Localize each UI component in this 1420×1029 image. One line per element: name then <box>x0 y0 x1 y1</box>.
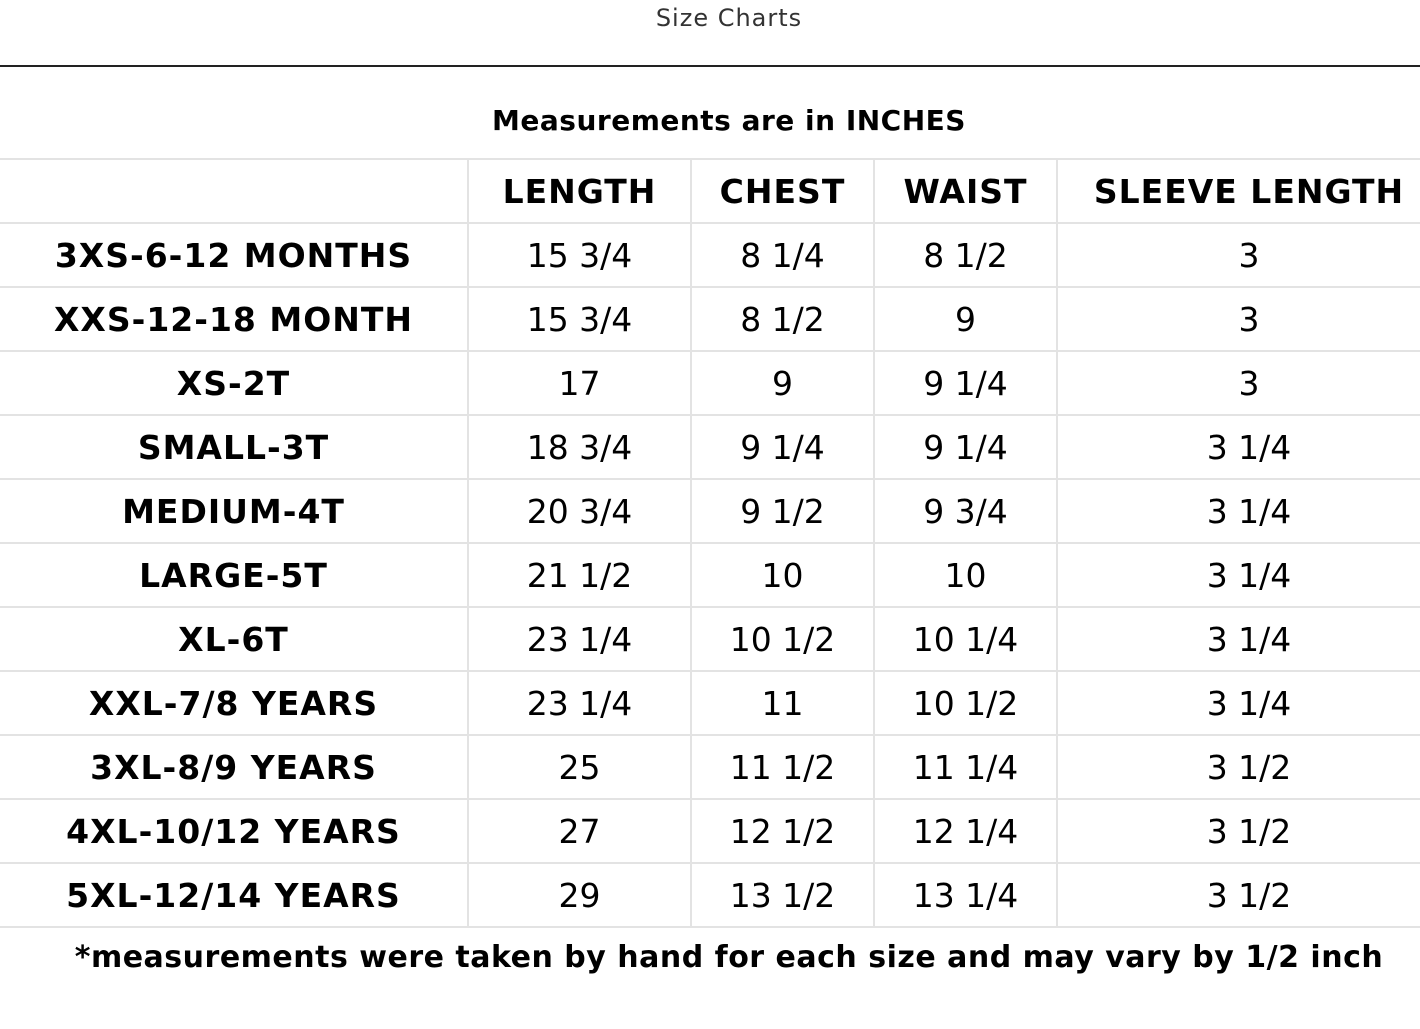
waist-cell: 9 1/4 <box>874 415 1057 479</box>
waist-cell: 11 1/4 <box>874 735 1057 799</box>
size-name-cell: LARGE-5T <box>0 543 468 607</box>
measurement-units-heading: Measurements are in INCHES <box>492 104 966 137</box>
size-name-cell: MEDIUM-4T <box>0 479 468 543</box>
length-cell: 15 3/4 <box>468 287 691 351</box>
waist-cell: 12 1/4 <box>874 799 1057 863</box>
chest-cell: 9 <box>691 351 874 415</box>
waist-cell: 9 3/4 <box>874 479 1057 543</box>
length-cell: 20 3/4 <box>468 479 691 543</box>
size-name-cell: XS-2T <box>0 351 468 415</box>
title-divider <box>0 65 1420 67</box>
waist-cell: 10 1/4 <box>874 607 1057 671</box>
table-row <box>0 415 1420 479</box>
size-chart-table <box>0 158 1420 928</box>
size-name-cell: XL-6T <box>0 607 468 671</box>
sleeve-length-cell: 3 1/4 <box>1057 607 1420 671</box>
length-cell: 18 3/4 <box>468 415 691 479</box>
dialog-title: Size Charts <box>655 4 803 32</box>
table-row <box>0 479 1420 543</box>
sleeve-length-cell: 3 1/2 <box>1057 799 1420 863</box>
sleeve-length-cell: 3 <box>1057 351 1420 415</box>
chest-cell: 13 1/2 <box>691 863 874 927</box>
table-header-row <box>0 159 1420 223</box>
measurement-footnote: *measurements were taken by hand for each size and may vary by 1/2 inch <box>74 940 1384 975</box>
size-name-cell: SMALL-3T <box>0 415 468 479</box>
waist-cell: 9 1/4 <box>874 351 1057 415</box>
waist-cell: 10 <box>874 543 1057 607</box>
sleeve-length-cell: 3 1/2 <box>1057 735 1420 799</box>
table-row <box>0 671 1420 735</box>
chest-cell: 9 1/2 <box>691 479 874 543</box>
chest-cell: 8 1/2 <box>691 287 874 351</box>
waist-cell: 9 <box>874 287 1057 351</box>
size-name-cell: 5XL-12/14 YEARS <box>0 863 468 927</box>
table-row <box>0 863 1420 927</box>
size-name-cell: 3XL-8/9 YEARS <box>0 735 468 799</box>
chest-cell: 9 1/4 <box>691 415 874 479</box>
column-header-waist: WAIST <box>874 159 1057 223</box>
sleeve-length-cell: 3 <box>1057 223 1420 287</box>
table-row <box>0 351 1420 415</box>
chest-cell: 10 1/2 <box>691 607 874 671</box>
sleeve-length-cell: 3 1/4 <box>1057 543 1420 607</box>
length-cell: 29 <box>468 863 691 927</box>
column-header-sleeve-length: SLEEVE LENGTH <box>1057 159 1420 223</box>
sleeve-length-cell: 3 1/4 <box>1057 671 1420 735</box>
sleeve-length-cell: 3 <box>1057 287 1420 351</box>
chest-cell: 11 1/2 <box>691 735 874 799</box>
table-row <box>0 799 1420 863</box>
length-cell: 25 <box>468 735 691 799</box>
length-cell: 15 3/4 <box>468 223 691 287</box>
length-cell: 21 1/2 <box>468 543 691 607</box>
table-row <box>0 607 1420 671</box>
length-cell: 23 1/4 <box>468 607 691 671</box>
sleeve-length-cell: 3 1/4 <box>1057 479 1420 543</box>
column-header-size <box>0 159 468 223</box>
table-row <box>0 543 1420 607</box>
sleeve-length-cell: 3 1/4 <box>1057 415 1420 479</box>
waist-cell: 13 1/4 <box>874 863 1057 927</box>
size-name-cell: XXS-12-18 MONTH <box>0 287 468 351</box>
chest-cell: 10 <box>691 543 874 607</box>
size-name-cell: 3XS-6-12 MONTHS <box>0 223 468 287</box>
length-cell: 23 1/4 <box>468 671 691 735</box>
chest-cell: 8 1/4 <box>691 223 874 287</box>
waist-cell: 10 1/2 <box>874 671 1057 735</box>
chest-cell: 12 1/2 <box>691 799 874 863</box>
column-header-chest: CHEST <box>691 159 874 223</box>
length-cell: 27 <box>468 799 691 863</box>
size-name-cell: XXL-7/8 YEARS <box>0 671 468 735</box>
chest-cell: 11 <box>691 671 874 735</box>
column-header-length: LENGTH <box>468 159 691 223</box>
table-row <box>0 223 1420 287</box>
waist-cell: 8 1/2 <box>874 223 1057 287</box>
sleeve-length-cell: 3 1/2 <box>1057 863 1420 927</box>
length-cell: 17 <box>468 351 691 415</box>
table-row <box>0 287 1420 351</box>
table-row <box>0 735 1420 799</box>
size-name-cell: 4XL-10/12 YEARS <box>0 799 468 863</box>
